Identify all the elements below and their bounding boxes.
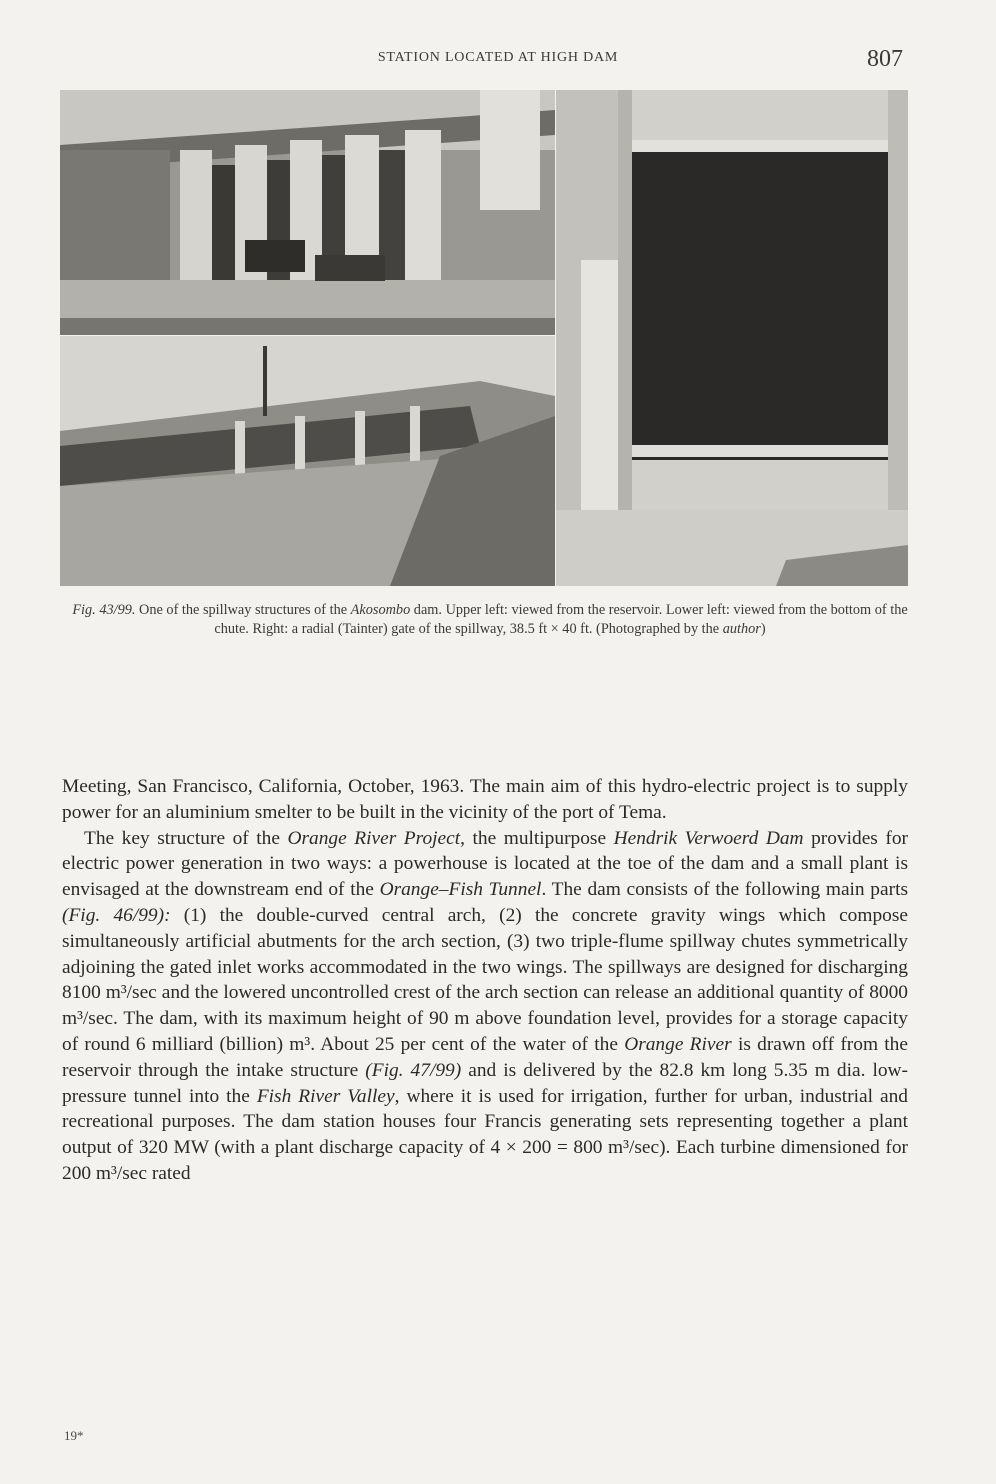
- signature-mark: 19*: [64, 1428, 84, 1443]
- spillway-chute-photo: [60, 336, 555, 586]
- paragraph-1: Meeting, San Francisco, California, October, 1963. The main aim of this hydro-electric project is to supply power for an aluminium smelter to be built in the vicinity of the port of Tema.: [62, 776, 908, 823]
- tunnel-name: Orange–Fish Tunnel: [379, 879, 542, 901]
- dam-name: Hendrik Verwoerd Dam: [613, 827, 804, 849]
- body-text: [62, 774, 908, 1187]
- figure-reference-46: (Fig. 46/99):: [62, 904, 171, 926]
- photo-lower-left: [60, 336, 555, 586]
- radial-gate-photo: [556, 90, 908, 586]
- orange-river: Orange River: [624, 1033, 732, 1055]
- figure-reference-47: (Fig. 47/99): [365, 1059, 462, 1081]
- caption-text-1: One of the spillway structures of the: [135, 602, 351, 618]
- photo-upper-left: [60, 90, 555, 335]
- caption-dam-name: Akosombo: [350, 602, 411, 618]
- paragraph-2: The key structure of the Orange River Project, the multipurpose Hendrik Verwoerd Dam provides for electric power generation in two ways: a powerhouse is located at the toe of the dam and a small plant is envisaged at the downstream end of the Orange–Fish Tunnel. The dam consists of the following main parts (Fig. 46/99): (1) the double-curved central arch, (2) the concrete gravity wings which compose simultaneously artificial abutments for the arch section, (3) two triple-flume spillway chutes symmetrically adjoining the gated inlet works accommodated in the two wings. The spillways are designed for discharging 8100 m³/sec and the lowered uncontrolled crest of the arch section can release an additional quantity of 8000 m³/sec. The dam, with its maximum height of 90 m above foundation level, provides for a storage capacity of round 6 milliard (billion) m³. About 25 per cent of the water of the Orange River is drawn off from the reservoir through the intake structure (Fig. 47/99) and is delivered by the 82.8 km long 5.35 m dia. low-pressure tunnel into the Fish River Valley, where it is used for irrigation, further for urban, industrial and recreational purposes. The dam station houses four Francis generating sets representing together a plant output of 320 MW (with a plant discharge capacity of 4 × 200 = 800 m³/sec). Each turbine dimensioned for 200 m³/sec rated: [62, 827, 909, 1184]
- orange-river-project: Orange River Project: [287, 827, 461, 849]
- photo-right: [556, 90, 908, 586]
- page-number: 807: [867, 46, 903, 72]
- caption-author: author: [722, 621, 761, 637]
- caption-figure-label: Fig. 43/99.: [72, 602, 136, 618]
- caption-text-2: dam. Upper left: viewed from the reservoir. Lower left: viewed from the bottom of the chute. Right: a radial (Tainter) gate of the spillway, 38.5 ft × 40 ft. (Photographed by the: [214, 602, 908, 637]
- caption-text-3: ): [760, 621, 766, 637]
- running-title: STATION LOCATED AT HIGH DAM: [377, 50, 619, 65]
- spillway-reservoir-photo: [60, 90, 555, 335]
- fish-river-valley: Fish River Valley: [256, 1085, 395, 1107]
- figure-caption: [66, 601, 914, 639]
